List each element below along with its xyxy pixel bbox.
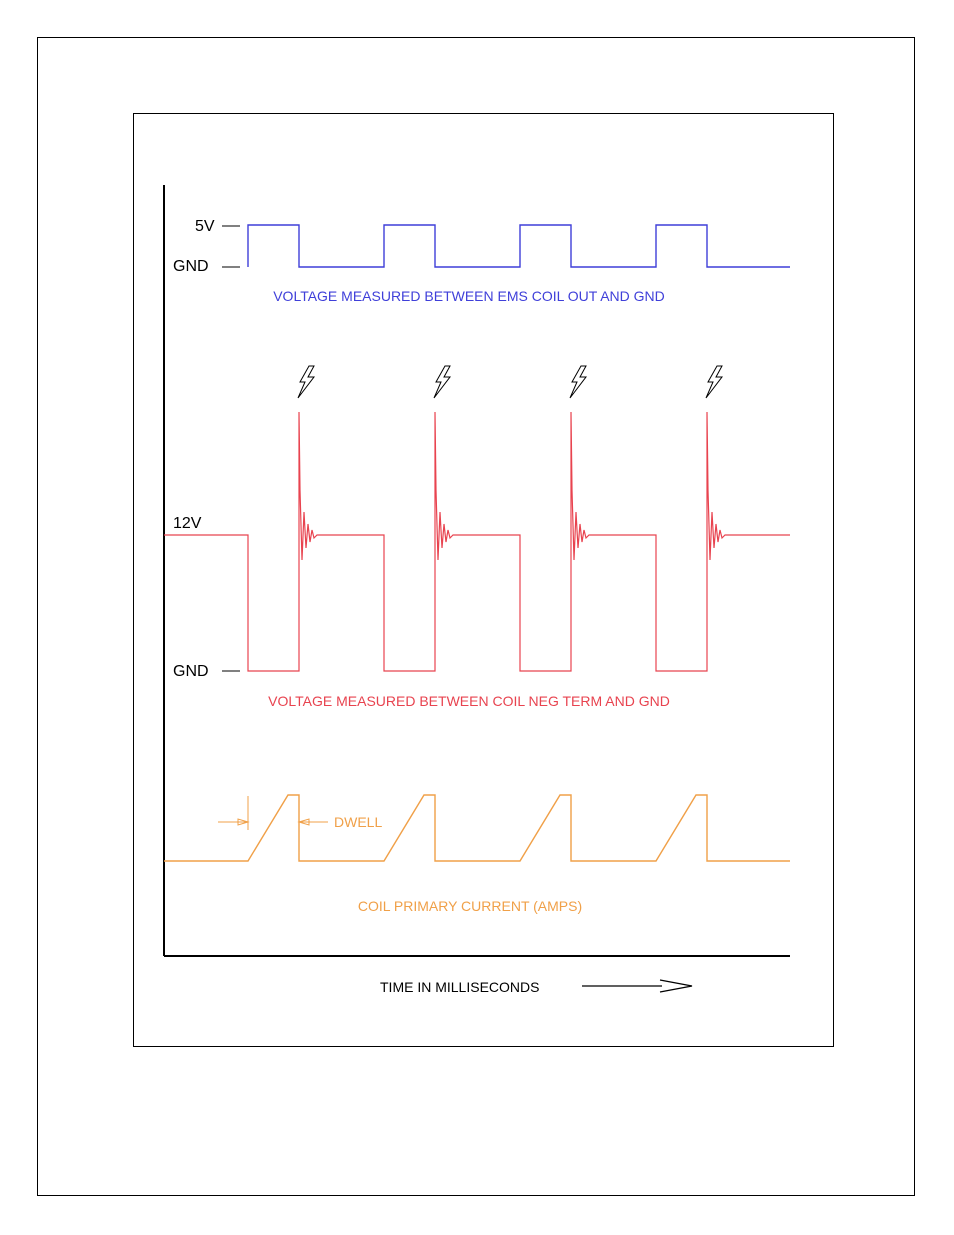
time-arrow [582, 980, 692, 992]
coil-neg-trace [164, 412, 790, 671]
lightning-bolt-icon [298, 366, 314, 398]
coil-current-waveform [164, 795, 790, 861]
coil-current-group [164, 795, 790, 914]
spark-icons [298, 366, 722, 398]
ems-signal-group [173, 218, 790, 304]
ems-square-wave [248, 225, 790, 267]
coil-high-label: 12V [173, 515, 202, 532]
coil-current-caption: COIL PRIMARY CURRENT (AMPS) [357, 898, 583, 914]
dwell-label: DWELL [334, 814, 383, 830]
time-axis-label: TIME IN MILLISECONDS [380, 979, 540, 995]
lightning-bolt-icon [570, 366, 586, 398]
ems-caption: VOLTAGE MEASURED BETWEEN EMS COIL OUT AND GND [273, 288, 665, 304]
ems-high-label: 5V [195, 218, 215, 235]
time-arrow-head [660, 980, 692, 992]
coil-neg-waveform [164, 412, 790, 671]
coil-neg-signal-group [164, 412, 790, 709]
coil-low-label: GND [173, 663, 209, 680]
ems-low-label: GND [173, 258, 209, 275]
lightning-bolt-icon [434, 366, 450, 398]
coil-neg-caption: VOLTAGE MEASURED BETWEEN COIL NEG TERM AND GND [268, 693, 670, 709]
lightning-bolt-icon [706, 366, 722, 398]
